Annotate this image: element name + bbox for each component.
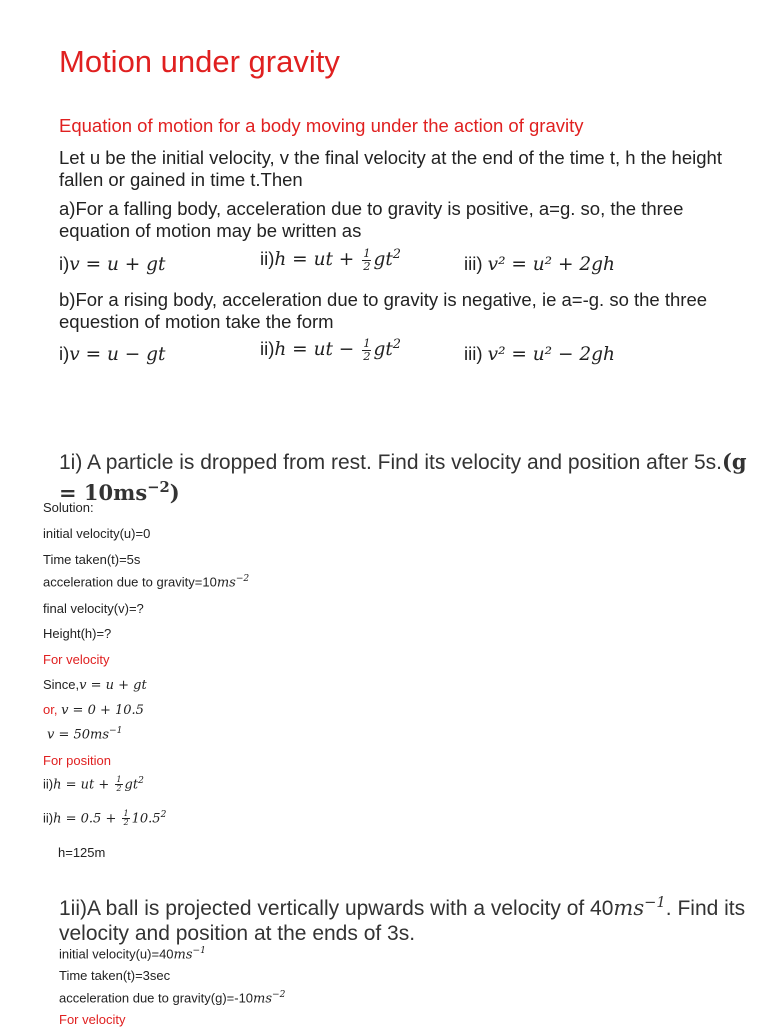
- q1-for-velocity-label: For velocity: [43, 652, 110, 667]
- question-1: 1i) A particle is dropped from rest. Find its velocity and position after $5s.(g = 10ms^{-2})$: [59, 449, 747, 505]
- rising-eq-3: iii) v² = u² − 2gh: [464, 343, 615, 365]
- section-subheading: Equation of motion for a body moving under the action of gravity: [59, 115, 584, 136]
- q2-line-acceleration: acceleration due to $gravity(g)=-10ms^{-2}$: [59, 990, 286, 1007]
- q2-line-initial-velocity: initial $velocity(u)=40ms^{-1}$: [59, 946, 206, 963]
- rising-eq-1: i)v = u − gt: [59, 343, 166, 365]
- q1-line-height: Height(h)=?: [43, 626, 112, 641]
- q1-position-equation: ii)h = ut + $\frac{1}{2}$ $gt^2$: [43, 775, 144, 794]
- q1-or-line: or, v = 0 + 10.5: [43, 702, 144, 718]
- q2-for-velocity-label: For velocity: [59, 1012, 126, 1027]
- q1-velocity-result: $v = 50ms^{-1}$: [47, 726, 123, 743]
- q2-line-time: Time taken(t)=3sec: [59, 968, 171, 983]
- q1-height-result: h=125m: [58, 845, 106, 860]
- q1-line-acceleration: acceleration due to $gravity=10ms^{-2}$: [43, 574, 250, 591]
- falling-eq-3: iii) v² = u² + 2gh: [464, 253, 615, 275]
- rising-body-paragraph: b)For a rising body, acceleration due to gravity is negative, ie a=-g. so the three equestion of motion take the form: [59, 289, 708, 332]
- q1-line-time: Time taken(t)=5s: [43, 552, 141, 567]
- q1-since-line: Since,v = u + gt: [43, 677, 147, 693]
- falling-eq-2: ii)h = ut + $\frac{1}{2}$ $gt^2$: [260, 246, 401, 273]
- q1-line-initial-velocity: initial velocity(u)=0: [43, 526, 151, 541]
- q1-line-final-velocity: final velocity(v)=?: [43, 601, 144, 616]
- falling-eq-1: i)v = u + gt: [59, 253, 166, 275]
- page-title: Motion under gravity: [59, 44, 340, 79]
- q1-position-substitution: ii)h = 0.5 + $\frac{1}{2}$ 10.5$^2$: [43, 809, 167, 828]
- question-2: 1ii)A ball is projected vertically upwards with a velocity of $40ms^{-1}$. Find its velocity and position at the ends of 3s.: [59, 894, 746, 945]
- falling-body-paragraph: a)For a falling body, acceleration due to gravity is positive, a=g. so, the three equation of motion may be written as: [59, 198, 684, 241]
- rising-eq-2: ii)h = ut − $\frac{1}{2}$ $gt^2$: [260, 336, 401, 363]
- q1-for-position-label: For position: [43, 753, 111, 768]
- solution-label: Solution:: [43, 500, 94, 515]
- intro-paragraph: Let u be the initial velocity, v the final velocity at the end of the time t, h the height fallen or gained in time t.Then: [59, 147, 722, 190]
